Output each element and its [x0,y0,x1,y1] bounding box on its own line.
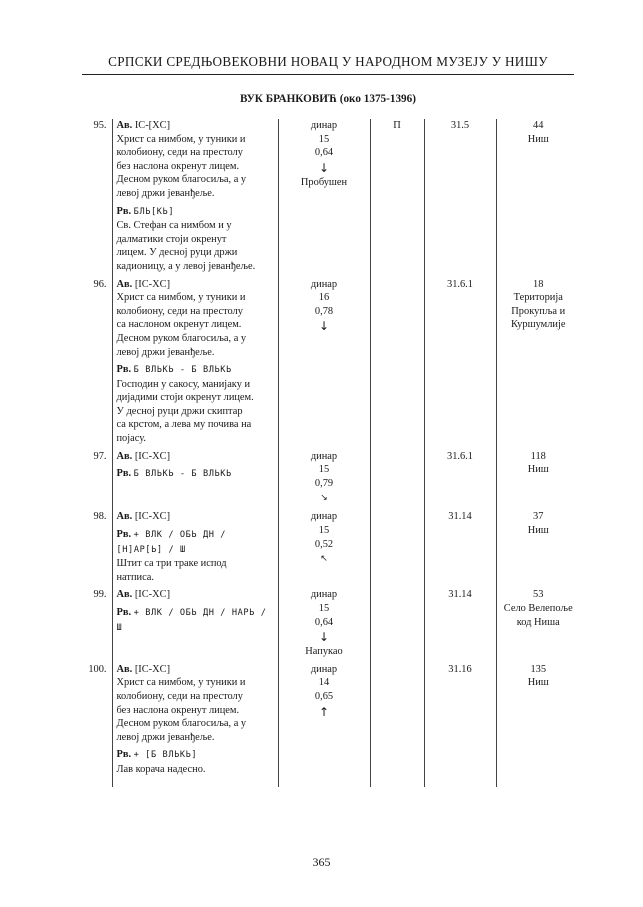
page-number: 365 [312,855,331,869]
running-title: СРПСКИ СРЕДЊОВЕКОВНИ НОВАЦ У НАРОДНОМ МУЗЕЈУ У НИШУ [108,54,548,69]
type-reference: 31.6.1 [424,450,496,511]
entry-number: 98. [93,511,107,523]
obverse-label: Ав. [116,663,133,675]
obverse-legend: IC-[XC] [134,120,171,131]
diameter: 15 [318,525,330,537]
type-reference: 31.14 [424,588,496,662]
reverse-label: Рв. [116,364,132,376]
reverse-heading [117,467,276,482]
reverse-label: Рв. [116,607,132,618]
arrow-down-icon: ↓ [318,319,330,334]
inventory-number: 53 [533,589,544,601]
denomination: динар [310,120,338,131]
weight: 0,64 [314,616,334,628]
obverse-description: са наслоном окренут лицем. [116,319,242,331]
mark [370,663,424,787]
type-reference: 31.14 [424,510,496,588]
inventory-number: 37 [533,511,544,523]
arrow-up-left-icon: ↖ [320,554,328,565]
weight: 0,78 [314,305,334,317]
obverse-description: Христ са нимбом, у туники и [116,133,246,145]
physical-data [278,588,370,662]
inventory-number: 118 [530,450,546,462]
inventory-findspot [496,510,580,588]
obverse-description: Десном руком благосиља, а у [116,718,247,730]
inventory-findspot [496,663,580,787]
diameter: 15 [318,464,330,476]
reverse-description: Штит са три траке испод [116,558,227,570]
coin-catalog-table [80,119,580,787]
obverse-heading [117,278,276,292]
obverse-label: Ав. [116,450,133,462]
obverse-description: Христ са нимбом, у туники и [116,677,246,689]
reverse-description: кадионицу, а у левој јеванђеље. [116,260,256,272]
denomination: динар [310,511,338,523]
findspot: Куршумлије [511,319,566,331]
obverse-description: Десном руком благосиља, а у [116,332,247,344]
obverse-heading [117,450,276,464]
type-reference: 31.5 [424,119,496,278]
reverse-description: појасу. [116,433,146,445]
inventory-findspot [496,278,580,450]
arrow-up-icon: ↑ [318,704,330,719]
weight: 0,52 [314,538,334,550]
physical-data [278,278,370,450]
reverse-legend: + [Б ВЛЬКЬ] [133,750,198,761]
catalog-row [80,510,580,588]
inventory-findspot [496,588,580,662]
reverse-label: Рв. [116,529,132,541]
obverse-label: Ав. [116,278,133,290]
diameter: 15 [318,603,330,614]
obverse-legend: [IC-XC] [134,450,171,462]
section-title: ВУК БРАНКОВИЋ (око 1375-1396) [240,93,416,105]
catalog-row [80,119,580,278]
header-rule [82,74,574,75]
mark: П [370,119,424,278]
obverse-label: Ав. [116,120,133,131]
entry-number: 97. [93,450,107,462]
obverse-description: колобиону, седи на престолу [116,147,243,159]
obverse-description: левој држи јеванђеље. [116,346,215,358]
physical-data [278,510,370,588]
inventory-number: 44 [533,120,544,131]
obverse-description: колобиону, седи на престолу [116,305,243,317]
catalog-row [80,663,580,787]
obverse-heading [117,663,276,677]
reverse-heading [117,363,276,378]
reverse-legend: + ВЛК / ОБЬ ДН / НАРЬ / Ш [116,608,267,633]
diameter: 15 [318,133,330,145]
obverse-legend: [IC-XC] [134,278,171,290]
obverse-label: Ав. [116,511,133,523]
inventory-findspot [496,450,580,511]
mark [370,588,424,662]
findspot: Ниш [527,464,549,476]
reverse-description: Св. Стефан са нимбом и у [116,220,232,232]
findspot: Ниш [527,677,549,689]
obverse-description: левој држи јеванђеље. [116,731,215,743]
condition-note: Напукао [305,646,343,658]
type-reference: 31.6.1 [424,278,496,450]
inventory-number: 18 [533,278,544,290]
entry-number: 96. [93,278,107,290]
arrow-down-icon: ↓ [318,160,330,175]
mark [370,510,424,588]
physical-data [278,663,370,787]
obverse-description: левој држи јеванђеље. [116,187,215,199]
obverse-heading [117,510,276,524]
catalog-body [80,119,580,787]
mark [370,278,424,450]
obverse-label: Ав. [116,589,133,601]
inventory-findspot [496,119,580,278]
entry-description [112,588,278,662]
entry-description [112,278,278,450]
reverse-description: дијадими стоји окренут лицем. [116,392,254,404]
entry-description [112,663,278,787]
entry-number: 100. [88,663,107,675]
obverse-legend: [IC-XC] [134,663,171,675]
reverse-label: Рв. [116,749,132,761]
catalog-row [80,588,580,662]
entry-number: 95. [93,120,107,131]
obverse-description: Десном руком благосиља, а у [116,174,247,186]
reverse-legend: Б ВЛЬКЬ - Б ВЛЬКЬ [133,469,232,480]
obverse-description: Христ са нимбом, у туники и [116,292,246,304]
diameter: 16 [318,292,330,304]
weight: 0,64 [314,147,334,159]
mark [370,450,424,511]
obverse-heading [117,588,276,602]
denomination: динар [310,589,338,601]
reverse-label: Рв. [116,205,132,217]
obverse-legend: [IC-XC] [134,589,171,601]
obverse-heading [117,119,276,133]
reverse-heading [117,606,276,635]
condition-note: Пробушен [300,176,348,188]
weight: 0,65 [314,690,334,702]
physical-data [278,450,370,511]
weight: 0,79 [314,477,334,489]
catalog-row [80,450,580,511]
reverse-legend: + ВЛК / ОБЬ ДН / [Н]АР[Ь] / Ш [116,530,227,555]
findspot: Територија [513,292,563,304]
reverse-heading [117,748,276,763]
entry-description [112,450,278,511]
findspot: Ниш [527,525,549,537]
reverse-description: Господин у сакосу, манијаку и [116,378,251,390]
entry-description [112,510,278,588]
findspot: код Ниша [516,616,560,628]
reverse-heading [117,528,276,557]
reverse-description: лицем. У десној руци држи [116,247,238,259]
reverse-legend: Б ВЛЬКЬ - Б ВЛЬКЬ [133,365,232,376]
reverse-label: Рв. [116,468,132,480]
entry-number: 99. [93,589,107,601]
obverse-description: без наслона окренут лицем. [116,160,240,172]
diameter: 14 [318,677,330,689]
arrow-down-right-icon: ↘ [320,493,328,504]
reverse-heading [117,205,276,220]
inventory-number: 135 [530,663,547,675]
reverse-description: У десној руци држи скиптар [116,405,243,417]
denomination: динар [310,450,338,462]
findspot: Ниш [527,133,549,145]
reverse-description: натписа. [116,571,155,583]
obverse-description: колобиону, седи на престолу [116,690,243,702]
entry-description [112,119,278,278]
reverse-description: Лав корача надесно. [116,763,206,775]
denomination: динар [310,663,338,675]
physical-data [278,119,370,278]
reverse-legend: БЛЬ[КЬ] [133,206,175,217]
catalog-row [80,278,580,450]
arrow-down-icon: ↓ [318,630,330,645]
denomination: динар [310,278,338,290]
obverse-legend: [IC-XC] [134,511,171,523]
obverse-description: без наслона окренут лицем. [116,704,240,716]
findspot: Село Велепоље [503,603,573,614]
reverse-description: са крстом, а лева му почива на [116,419,252,431]
type-reference: 31.16 [424,663,496,787]
reverse-description: далматики стоји окренут [116,233,227,245]
findspot: Прокупља и [511,305,566,317]
